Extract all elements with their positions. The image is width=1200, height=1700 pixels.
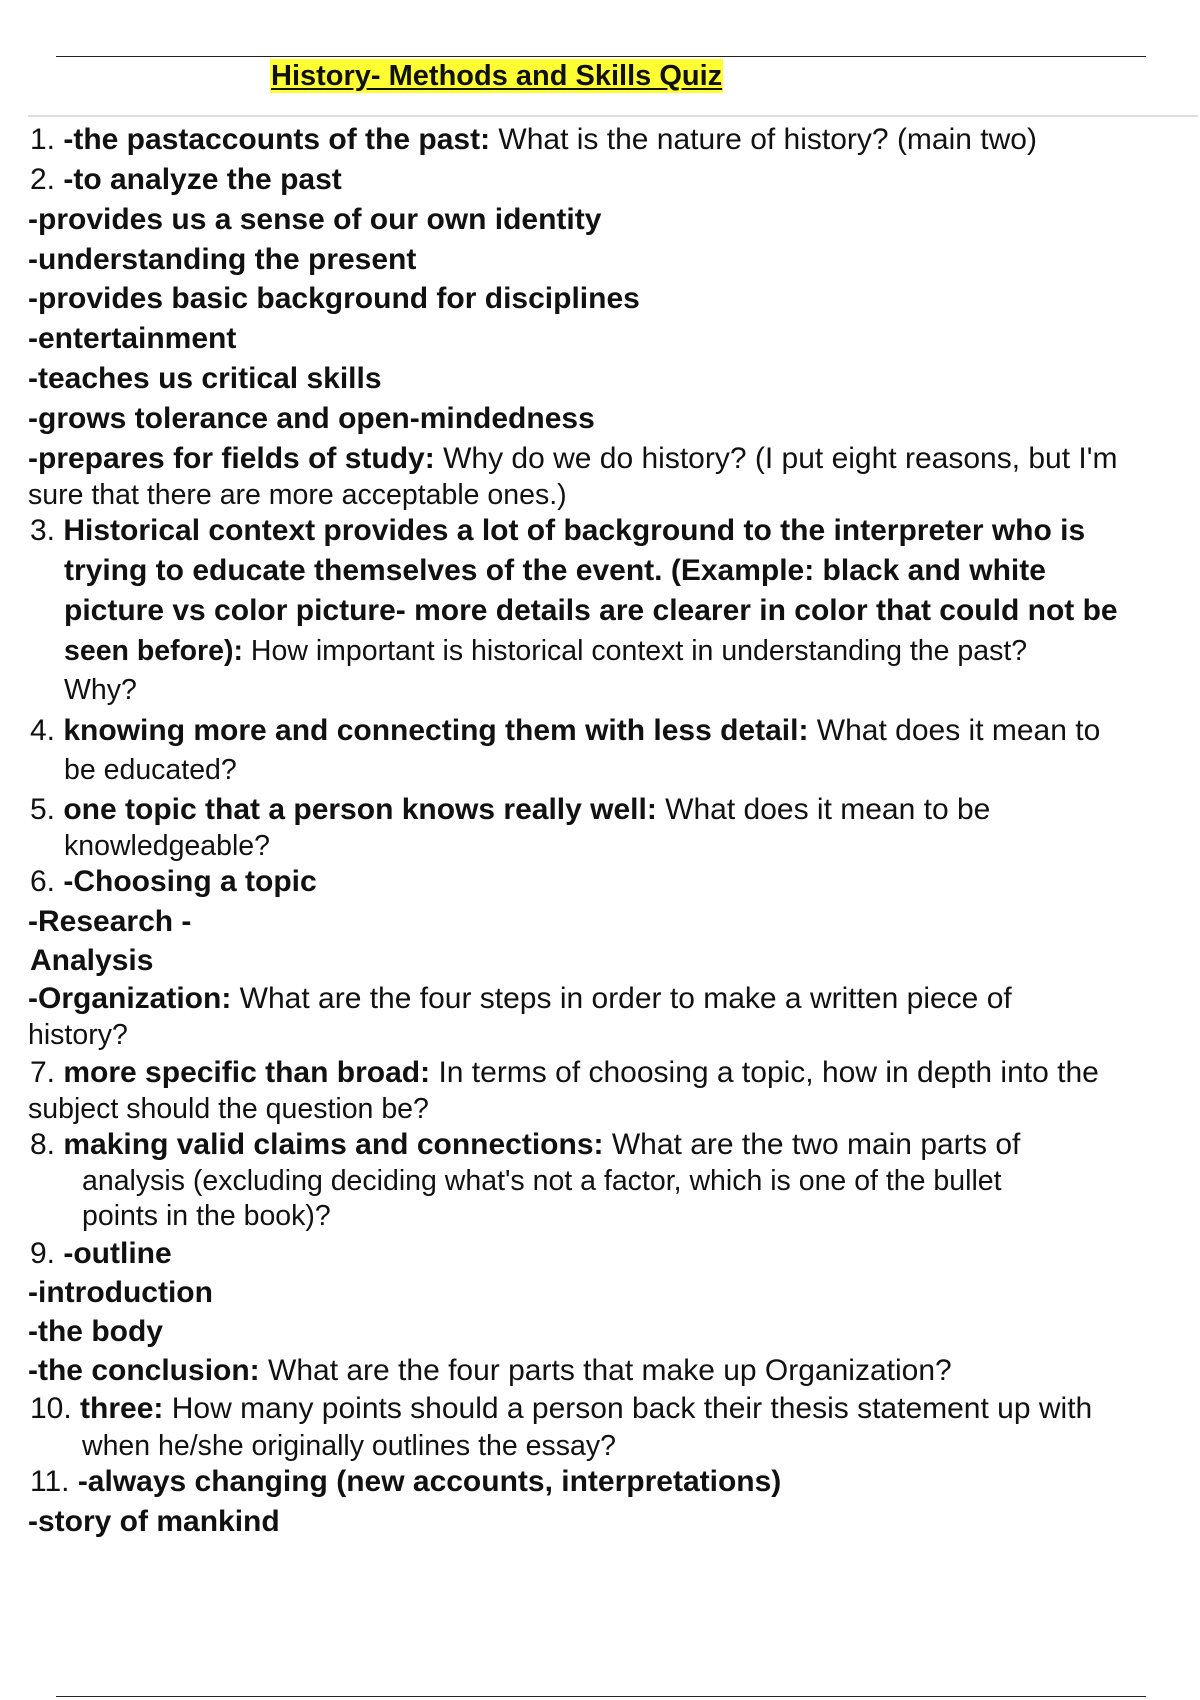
- answer-text: -entertainment: [28, 322, 237, 355]
- answer-text: -teaches us critical skills: [28, 362, 382, 395]
- question-text: 5.: [30, 793, 64, 826]
- question-text: 11.: [30, 1465, 78, 1498]
- answer-text: -the conclusion:: [28, 1354, 260, 1387]
- top-rule: [56, 56, 1146, 57]
- answer-text: knowing more and connecting them with less detail:: [63, 714, 809, 747]
- answer-text: -the body: [28, 1315, 163, 1348]
- answer-text: more specific than broad:: [63, 1056, 431, 1089]
- question-text: subject should the question be?: [28, 1093, 429, 1125]
- question-text: analysis (excluding deciding what's not a factor, which is one of the bullet: [82, 1165, 1002, 1197]
- question-text: Why do we do history? (I put eight reasons, but I'm: [434, 442, 1118, 475]
- text-line: [30, 1127, 1020, 1163]
- question-text: be educated?: [64, 754, 237, 786]
- text-line: [28, 904, 191, 940]
- answer-text: -Research -: [28, 905, 192, 938]
- answer-text: -understanding the present: [28, 243, 417, 276]
- question-text: 2.: [30, 163, 64, 196]
- text-line: [28, 477, 567, 513]
- question-text: history?: [28, 1019, 128, 1051]
- answer-text: -to analyze the past: [63, 163, 342, 196]
- question-text: points in the book)?: [82, 1200, 331, 1232]
- text-line: [30, 713, 1100, 749]
- answer-text: -story of mankind: [28, 1505, 280, 1538]
- text-line: [30, 1464, 781, 1500]
- document-title: History- Methods and Skills Quiz: [271, 60, 723, 92]
- text-line: [82, 1428, 616, 1464]
- answer-text: Historical context provides a lot of background to the interpreter who is: [63, 514, 1086, 547]
- answer-text: -grows tolerance and open-mindedness: [28, 402, 595, 435]
- text-line: [64, 672, 137, 708]
- title-divider: [28, 115, 1198, 117]
- question-text: 8.: [30, 1128, 64, 1161]
- text-line: [28, 1017, 128, 1053]
- text-line: [64, 752, 237, 788]
- answer-text: -Choosing a topic: [63, 865, 317, 898]
- answer-text: -always changing (new accounts, interpretations): [77, 1465, 782, 1498]
- text-line: [64, 593, 1118, 629]
- text-line: [30, 864, 317, 900]
- text-line: [30, 792, 990, 828]
- question-text: Why?: [64, 674, 137, 706]
- question-text: What does it mean to: [808, 714, 1101, 747]
- question-text: 4.: [30, 714, 64, 747]
- text-line: [30, 1236, 172, 1272]
- answer-text: -the pastaccounts of the past:: [63, 123, 491, 156]
- answer-text: three:: [80, 1392, 164, 1425]
- text-line: [30, 513, 1085, 549]
- text-line: [28, 401, 595, 437]
- answer-text: -prepares for fields of study:: [28, 442, 435, 475]
- question-text: knowledgeable?: [64, 830, 270, 862]
- text-line: [28, 1275, 213, 1311]
- text-line: [64, 633, 1027, 669]
- question-text: 7.: [30, 1056, 64, 1089]
- question-text: 10.: [30, 1392, 81, 1425]
- answer-text: picture vs color picture- more details are clearer in color that could not be: [64, 594, 1118, 627]
- question-text: In terms of choosing a topic, how in depth into the: [430, 1056, 1099, 1089]
- text-line: [30, 122, 1037, 158]
- text-line: [28, 281, 640, 317]
- text-line: [30, 1391, 1092, 1427]
- text-line: [28, 441, 1117, 477]
- question-text: 1.: [30, 123, 64, 156]
- answer-text: seen before):: [64, 635, 243, 667]
- text-line: [28, 242, 416, 278]
- question-text: What are the two main parts of: [603, 1128, 1021, 1161]
- question-text: What does it mean to be: [656, 793, 991, 826]
- answer-text: -introduction: [28, 1276, 213, 1309]
- text-line: [82, 1163, 1002, 1199]
- question-text: 6.: [30, 865, 64, 898]
- text-line: [28, 321, 236, 357]
- answer-text: -Organization:: [28, 982, 232, 1015]
- answer-text: -provides us a sense of our own identity: [28, 203, 602, 236]
- answer-text: Analysis: [30, 944, 154, 977]
- answer-text: trying to educate themselves of the event. (Example: black and white: [64, 554, 1046, 587]
- answer-text: one topic that a person knows really well:: [63, 793, 657, 826]
- answer-text: making valid claims and connections:: [63, 1128, 604, 1161]
- question-text: 3.: [30, 514, 64, 547]
- text-line: [28, 1353, 952, 1389]
- question-text: How many points should a person back their thesis statement up with: [163, 1392, 1093, 1425]
- text-line: [28, 202, 601, 238]
- question-text: How important is historical context in understanding the past?: [242, 635, 1028, 667]
- answer-text: -provides basic background for disciplines: [28, 282, 640, 315]
- text-line: [82, 1198, 331, 1234]
- question-text: when he/she originally outlines the essay?: [82, 1430, 616, 1462]
- question-text: What is the nature of history? (main two): [490, 123, 1037, 156]
- text-line: [28, 1504, 280, 1540]
- answer-text: -outline: [63, 1237, 172, 1270]
- text-line: [30, 162, 342, 198]
- question-text: sure that there are more acceptable ones.): [28, 479, 567, 511]
- text-line: [28, 1091, 429, 1127]
- text-line: [28, 1314, 163, 1350]
- question-text: What are the four steps in order to make a written piece of: [231, 982, 1012, 1015]
- text-line: [28, 981, 1012, 1017]
- text-line: [30, 1055, 1099, 1091]
- question-text: What are the four parts that make up Organization?: [259, 1354, 952, 1387]
- question-text: 9.: [30, 1237, 64, 1270]
- text-line: [64, 828, 270, 864]
- text-line: [28, 361, 382, 397]
- text-line: [30, 943, 153, 979]
- bottom-rule: [56, 1696, 1146, 1697]
- text-line: [64, 553, 1046, 589]
